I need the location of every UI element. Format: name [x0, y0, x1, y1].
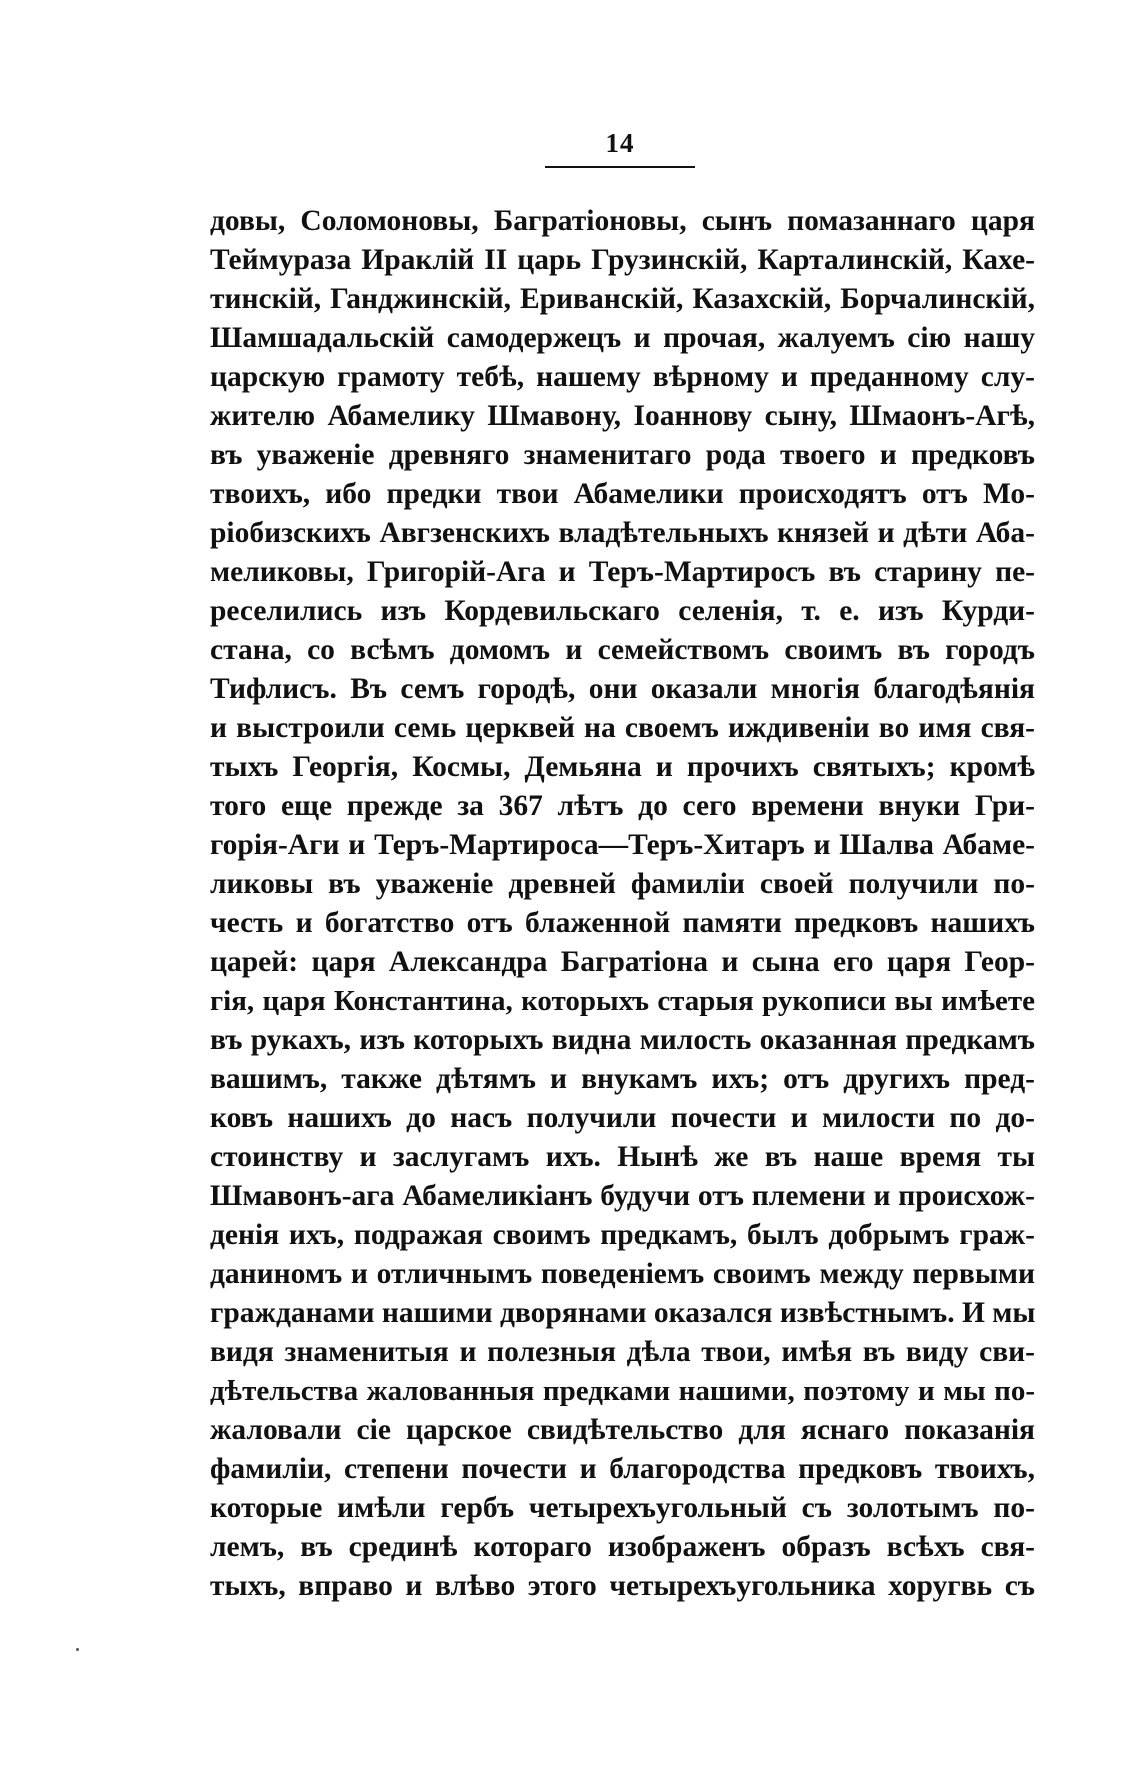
- page-number: 14: [605, 128, 635, 158]
- text-line: въ уваженіе древняго знаменитаго рода твоего и предковъ: [210, 439, 1035, 471]
- text-line: даниномъ и отличнымъ поведеніемъ своимъ между первыми: [210, 1258, 1035, 1290]
- header-rule: [545, 166, 695, 168]
- scan-speck: [76, 1648, 79, 1651]
- text-line: Теймураза Ираклій II царь Грузинскій, Карталинскій, Кахе-: [210, 244, 1035, 276]
- text-line: жаловали сіе царское свидѣтельство для яснаго показанія: [210, 1414, 1035, 1446]
- text-line: честь и богатство отъ блаженной памяти предковъ нашихъ: [210, 907, 1035, 939]
- text-line: Шмавонъ-ага Абамеликіанъ будучи отъ племени и происхож-: [210, 1180, 1035, 1212]
- text-line: царей: царя Александра Багратіона и сына его царя Геор-: [210, 946, 1035, 978]
- text-line: фамиліи, степени почести и благородства предковъ твоихъ,: [210, 1453, 1035, 1485]
- text-line: въ рукахъ, изъ которыхъ видна милость оказанная предкамъ: [210, 1024, 1035, 1056]
- text-line: горія-Аги и Теръ-Мартироса—Теръ-Хитаръ и Шалва Абаме-: [210, 829, 1035, 861]
- text-line: лемъ, въ срединѣ котораго изображенъ образъ всѣхъ свя-: [210, 1531, 1035, 1563]
- body-text: [210, 202, 1035, 1606]
- text-line: Шамшадальскій самодержецъ и прочая, жалуемъ сію нашу: [210, 322, 1035, 354]
- text-line: видя знаменитыя и полезныя дѣла твои, имѣя въ виду сви-: [210, 1336, 1035, 1368]
- text-line: меликовы, Григорій-Ага и Теръ-Мартиросъ въ старину пе-: [210, 556, 1035, 588]
- text-line: стоинству и заслугамъ ихъ. Нынѣ же въ наше время ты: [210, 1141, 1035, 1173]
- text-line: гражданами нашими дворянами оказался извѣстнымъ. И мы: [210, 1297, 1035, 1329]
- text-line: тыхъ, вправо и влѣво этого четырехъугольника хоругвь съ: [210, 1570, 1035, 1602]
- text-line: тыхъ Георгія, Космы, Демьяна и прочихъ святыхъ; кромѣ: [210, 751, 1035, 783]
- text-line: тинскій, Ганджинскій, Ериванскій, Казахскій, Борчалинскій,: [210, 283, 1035, 315]
- text-line: ковъ нашихъ до насъ получили почести и милости по до-: [210, 1102, 1035, 1134]
- text-line: реселились изъ Кордевильскаго селенія, т. е. изъ Курди-: [210, 595, 1035, 627]
- text-line: царскую грамоту тебѣ, нашему вѣрному и преданному слу-: [210, 361, 1035, 393]
- text-line: жителю Абамелику Шмавону, Іоаннову сыну, Шмаонъ-Агѣ,: [210, 400, 1035, 432]
- text-line: и выстроили семь церквей на своемъ иждивеніи во имя свя-: [210, 712, 1035, 744]
- text-line: твоихъ, ибо предки твои Абамелики происходятъ отъ Мо-: [210, 478, 1035, 510]
- text-line: довы, Соломоновы, Багратіоновы, сынъ помазаннаго царя: [210, 205, 1035, 237]
- text-line: дѣтельства жалованныя предками нашими, поэтому и мы по-: [210, 1375, 1035, 1407]
- text-line: вашимъ, также дѣтямъ и внукамъ ихъ; отъ другихъ пред-: [210, 1063, 1035, 1095]
- text-line: ріобизскихъ Авгзенскихъ владѣтельныхъ князей и дѣти Аба-: [210, 517, 1035, 549]
- text-line: гія, царя Константина, которыхъ старыя рукописи вы имѣете: [210, 985, 1035, 1017]
- text-line: стана, со всѣмъ домомъ и семействомъ своимъ въ городъ: [210, 634, 1035, 666]
- text-line: ликовы въ уваженіе древней фамиліи своей получили по-: [210, 868, 1035, 900]
- text-line: которые имѣли гербъ четырехъугольный съ золотымъ по-: [210, 1492, 1035, 1524]
- text-line: того еще прежде за 367 лѣтъ до сего времени внуки Гри-: [210, 790, 1035, 822]
- text-line: Тифлисъ. Въ семъ городѣ, они оказали многія благодѣянія: [210, 673, 1035, 705]
- text-line: денія ихъ, подражая своимъ предкамъ, былъ добрымъ граж-: [210, 1219, 1035, 1251]
